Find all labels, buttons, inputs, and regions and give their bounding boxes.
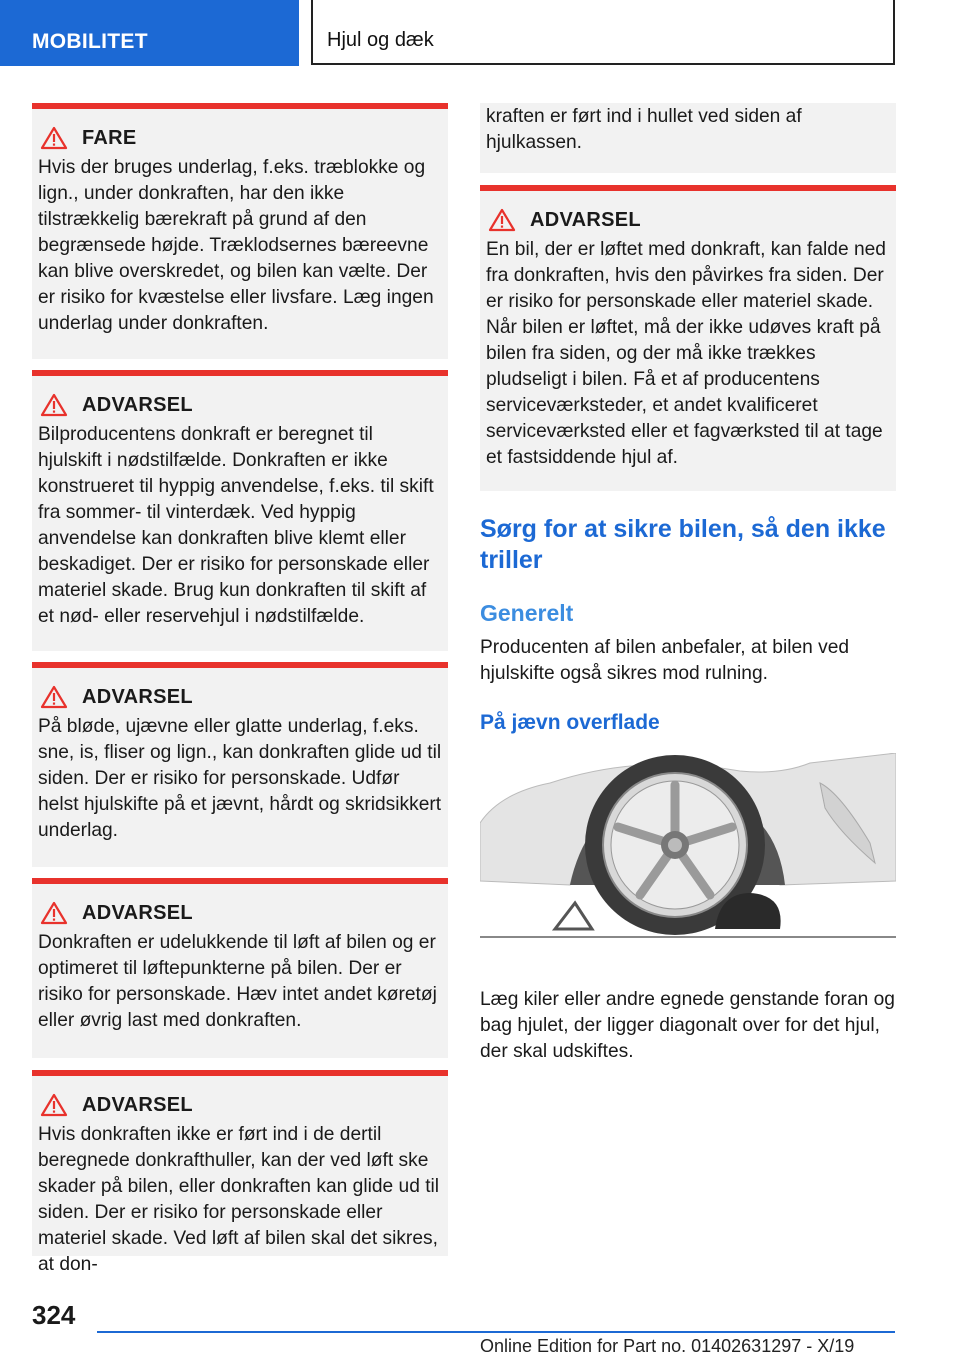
warning-box [32,662,448,867]
box-title: ADVARSEL [82,902,193,924]
section-heading: Sørg for at sikre bilen, så den ikke triller [480,515,886,574]
warning-box [480,185,896,491]
warning-triangle-icon [40,685,68,709]
general-text-wrap [480,635,896,687]
continuation-box [480,103,896,173]
page-number: 324 [32,1300,76,1330]
box-text: Hvis donkraften ikke er ført ind i de dertil beregnede donkrafthuller, kan der ved løft ske skader på bilen, eller donkraften kan glide ud til siden. Der er risiko for personskade eller materiel skade. Ved løft af bilen skal det sikres, at don- [38,1124,440,1275]
box-text: På bløde, ujævne eller glatte underlag, f.eks. sne, is, fliser og lign., kan donkraften glide ud til siden. Der er risiko for personskade. Udfør helst hjulskifte på et jævnt, hårdt og skridsikkert underlag. [38,716,442,841]
general-text: Producenten af bilen anbefaler, at bilen ved hjulskifte også sikres mod rulning. [480,637,850,684]
subheading-generelt: Generelt [480,600,574,626]
box-text: En bil, der er løftet med donkraft, kan falde ned fra donkraften, hvis den påvirkes fra siden. Der er risiko for personskade eller materiel skade. Når bilen er løftet, må der ikke udøves kraft på bilen fra siden, og der må ikke trækkes pludseligt i bilen. Få et af producentens serviceværksteder, et andet kvalificeret serviceværksted eller et fagværksted til at tage et fastsiddende hjul af. [486,239,886,468]
box-title: ADVARSEL [82,686,193,708]
wheel-chock-illustration [480,753,896,941]
box-text: Bilproducentens donkraft er beregnet til hjulskift i nødstilfælde. Donkraften er ikke konstrueret til hyppig anvendelse, f.eks. til skift fra sommer- til vinterdæk. Ved hyppig anvendelse kan donkraften blive klemt eller beskadiget. Der er risiko for personskade eller materiel skade. Brug kun donkraften til skift af et nød- eller reservehjul i nødstilfælde. [38,424,434,627]
caption-wrap [480,987,896,1065]
chapter-title: Hjul og dæk [311,0,895,65]
footer-divider [97,1331,895,1333]
section-heading-wrap [480,514,896,576]
warning-box [32,370,448,651]
subsubheading-wrap [480,711,896,735]
box-title: FARE [82,127,137,149]
warning-box [32,1070,448,1275]
danger-box [32,103,448,359]
figure [480,753,896,941]
warning-box [32,878,448,1058]
warning-triangle-icon [40,901,68,925]
box-title: ADVARSEL [82,394,193,416]
warning-triangle-icon [40,126,68,150]
warning-triangle-icon [40,1093,68,1117]
warning-triangle-icon [40,393,68,417]
box-text: Hvis der bruges underlag, f.eks. træblokke og lign., under donkraften, har den ikke tilstrækkelig bærekraft på grund af den begrænsede højde. Træklodsernes bæreevne kan blive overskredet, og bilen kan vælte. Der er risiko for kvæstelse eller livsfare. Læg ingen underlag under donkraften. [38,157,434,334]
subheading-wrap [480,600,896,627]
section-tab: MOBILITET [0,0,299,66]
edition-text: Online Edition for Part no. 01402631297 - X/19 [480,1336,855,1356]
figure-caption: Læg kiler eller andre egnede genstande foran og bag hjulet, der ligger diagonalt over for det hjul, der skal udskiftes. [480,989,895,1062]
continuation-text: kraften er ført ind i hullet ved siden af hjulkassen. [486,106,802,153]
subheading-flat-surface: På jævn overflade [480,711,660,734]
box-text: Donkraften er udelukkende til løft af bilen og er optimeret til løftepunkterne på bilen. Der er risiko for personskade. Hæv intet andet køretøj eller øvrig last med donkraften. [38,932,437,1031]
box-title: ADVARSEL [530,209,641,231]
box-title: ADVARSEL [82,1094,193,1116]
warning-triangle-icon [488,208,516,232]
